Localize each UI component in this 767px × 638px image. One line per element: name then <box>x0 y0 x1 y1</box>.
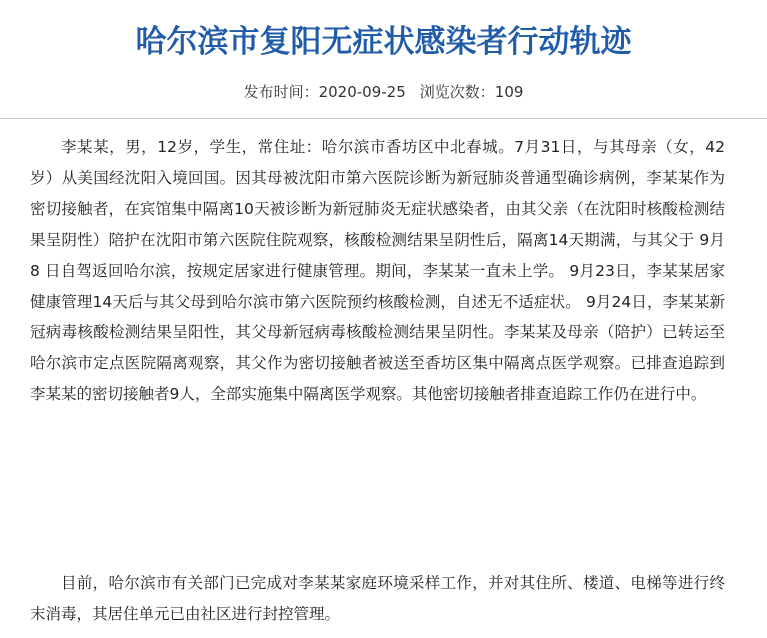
article-meta <box>0 80 767 104</box>
article-title: 哈尔滨市复阳无症状感染者行动轨迹 <box>135 24 632 60</box>
article-paragraph: 李某某，男，12岁，学生，常住址：哈尔滨市香坊区中北春城。7月31日，与其母亲（女，42岁）从美国经沈阳入境回国。因其母被沈阳市第六医院诊断为新冠肺炎普通型确诊病例，李某某作为密切接触者，在宾馆集中隔离10天被诊断为新冠肺炎无症状感染者，由其父亲（在沈阳时核酸检测结果呈阴性）陪护在沈阳市第六医院住院观察，核酸检测结果呈阴性后，隔离14天期满，与其父于 9月 8 日自驾返回哈尔滨，按规定居家进行健康管理。期间，李某某一直未上学。 9月23日，李某某居家健康管理14天后与其父母到哈尔滨市第六医院预约核酸检测，自述无不适症状。 9月24日，李某某新冠病毒核酸检测结果呈阳性，其父母新冠病毒核酸检测结果呈阴性。李某某及母亲（陪护）已转运至哈尔滨市定点医院隔离观察，其父作为密切接触者被送至香坊区集中隔离点医学观察。已排查追踪到李某某的密切接触者9人，全部实施集中隔离医学观察。其他密切接触者排查追踪工作仍在进行中。 <box>30 138 725 404</box>
publish-date: 2020-09-25 <box>318 83 406 101</box>
publish-time-label: 发布时间： <box>243 83 319 101</box>
views-label: 浏览次数： <box>419 83 495 101</box>
title-divider <box>0 118 767 119</box>
views-count: 109 <box>494 83 524 101</box>
article-paragraph: 目前，哈尔滨市有关部门已完成对李某某家庭环境采样工作，并对其住所、楼道、电梯等进行终末消毒，其居住单元已由社区进行封控管理。 <box>30 574 725 623</box>
